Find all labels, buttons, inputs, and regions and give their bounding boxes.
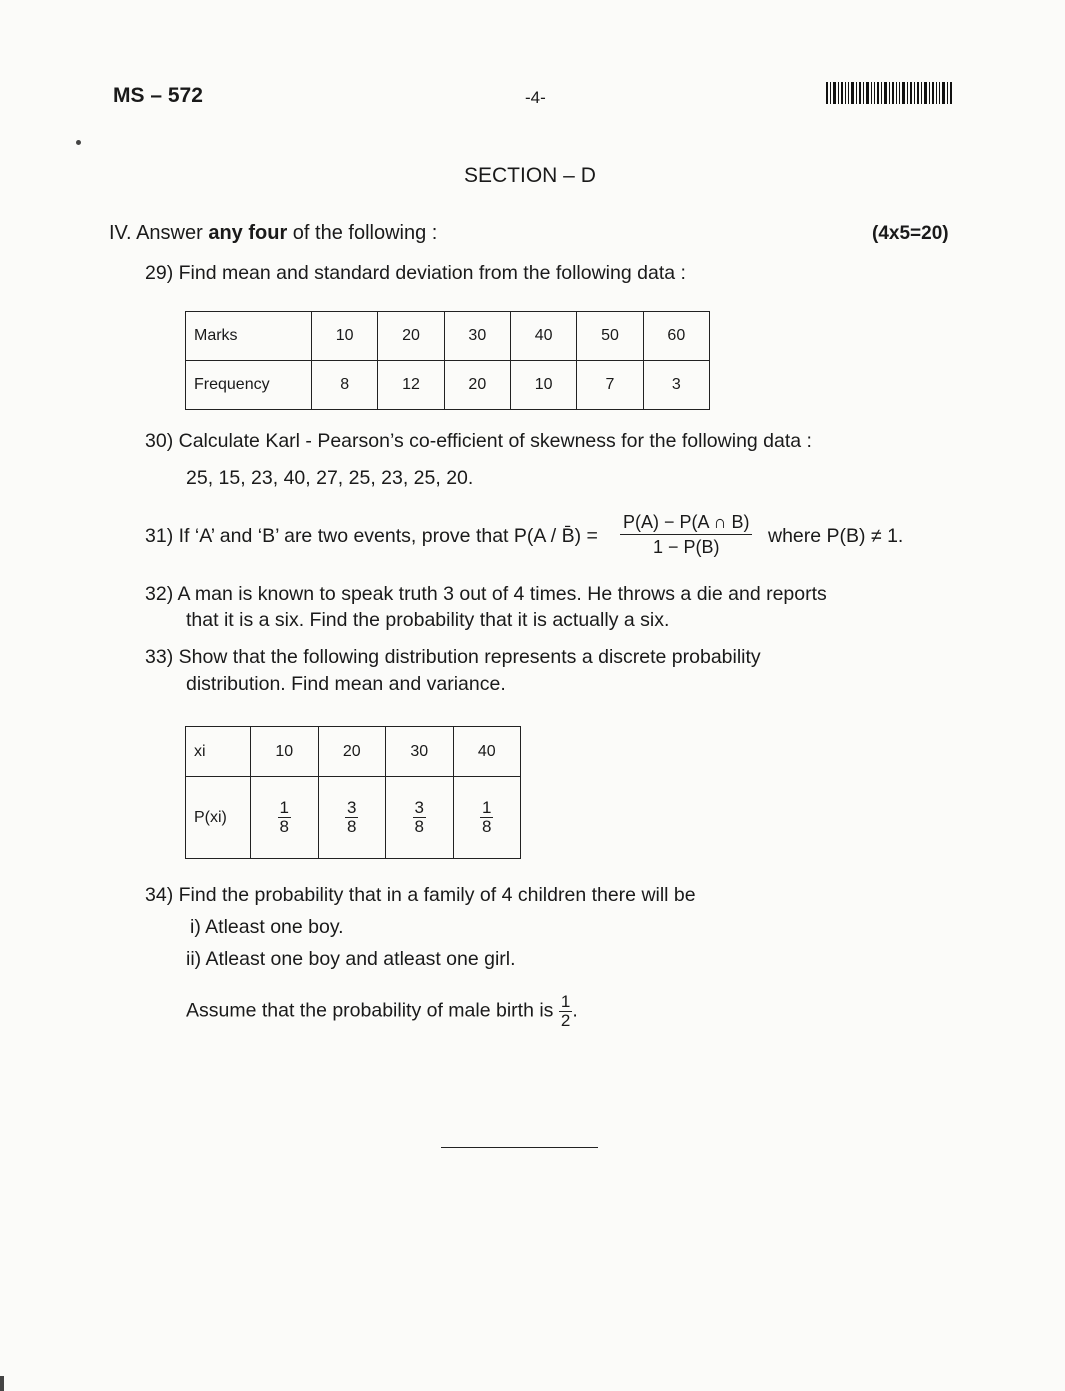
table-cell: 40: [510, 312, 576, 361]
marks-frequency-table: [185, 311, 710, 410]
scan-edge-mark: [0, 1376, 4, 1391]
question-number: 32): [145, 583, 174, 605]
table-cell: 30: [386, 727, 454, 777]
paper-code: MS – 572: [113, 84, 203, 107]
question-32-line2: that it is a six. Find the probability that it is actually a six.: [186, 609, 670, 631]
table-cell: 20: [378, 312, 444, 361]
barcode-icon: [826, 82, 964, 104]
fraction-denominator: 8: [279, 817, 289, 836]
table-cell: 50: [577, 312, 643, 361]
formula-lhs: P(A / B̄) =: [513, 525, 598, 547]
instruction-bold: any four: [208, 222, 288, 244]
formula-condition: where P(B) ≠ 1.: [768, 525, 904, 547]
table-cell: 3: [643, 361, 709, 410]
sub-question-number: ii): [186, 948, 202, 970]
question-text: Find the probability that in a family of 4 children there will be: [178, 884, 696, 906]
fraction-numerator: 3: [414, 798, 424, 817]
sub-question-text: Atleast one boy and atleast one girl.: [205, 948, 516, 970]
fraction: [345, 799, 358, 836]
question-number: 31): [145, 525, 174, 547]
table-cell: 7: [577, 361, 643, 410]
instruction-pre: Answer: [136, 222, 209, 244]
sub-question-number: i): [190, 916, 201, 938]
table-row-header: xi: [186, 727, 251, 777]
formula-denominator: 1 − P(B): [652, 537, 720, 557]
question-number: 34): [145, 884, 174, 906]
question-number: 33): [145, 646, 174, 668]
question-34: [145, 883, 696, 908]
table-cell: 40: [453, 727, 521, 777]
table-cell: 12: [378, 361, 444, 410]
question-text: Calculate Karl - Pearson’s co-efficient of skewness for the following data :: [178, 430, 812, 452]
formula-numerator: P(A) − P(A ∩ B): [620, 512, 752, 535]
table-cell: 10: [251, 727, 319, 777]
table-cell: [251, 777, 319, 859]
fraction-denominator: 8: [414, 817, 424, 836]
sub-question-text: Atleast one boy.: [205, 916, 344, 938]
fraction: [559, 993, 572, 1030]
table-cell: 20: [444, 361, 510, 410]
question-33: [145, 645, 761, 670]
table-row-header: Marks: [186, 312, 312, 361]
table-cell: [386, 777, 454, 859]
table-cell: [453, 777, 521, 859]
fraction-numerator: 3: [347, 798, 357, 817]
fraction: [413, 799, 426, 836]
question-text: If ‘A’ and ‘B’ are two events, prove that: [178, 525, 509, 547]
question-32: [145, 582, 827, 607]
question-30-data: 25, 15, 23, 40, 27, 25, 23, 25, 20.: [186, 467, 474, 489]
question-text: Show that the following distribution represents a discrete probability: [178, 646, 761, 668]
fraction-numerator: 1: [560, 992, 571, 1011]
probability-formula: [620, 512, 752, 558]
marks-allocation: (4x5=20): [872, 223, 949, 244]
table-cell: 10: [510, 361, 576, 410]
sub-question-i: [190, 915, 344, 940]
scan-mark: [76, 140, 81, 145]
fraction: [480, 799, 493, 836]
table-cell: 10: [312, 312, 378, 361]
fraction-denominator: 2: [560, 1011, 571, 1030]
probability-distribution-table: [185, 726, 521, 859]
end-of-page-rule: [441, 1147, 598, 1148]
table-cell: 60: [643, 312, 709, 361]
table-cell: [318, 777, 386, 859]
fraction: [278, 799, 291, 836]
assumption-end: .: [572, 999, 578, 1022]
page-number: -4-: [525, 88, 546, 107]
question-number: 29): [145, 262, 174, 284]
table-cell: 20: [318, 727, 386, 777]
part-number: IV.: [109, 222, 132, 244]
assumption-line: [186, 993, 578, 1030]
question-text: A man is known to speak truth 3 out of 4 times. He throws a die and reports: [177, 583, 827, 605]
table-cell: 30: [444, 312, 510, 361]
question-text: Find mean and standard deviation from the following data :: [178, 262, 686, 284]
fraction-denominator: 8: [482, 817, 492, 836]
question-30: [145, 429, 812, 454]
part-instruction: [109, 222, 437, 245]
table-cell: 8: [312, 361, 378, 410]
fraction-numerator: 1: [279, 798, 289, 817]
instruction-post: of the following :: [287, 222, 438, 244]
fraction-denominator: 8: [347, 817, 357, 836]
table-row-header: Frequency: [186, 361, 312, 410]
fraction-numerator: 1: [482, 798, 492, 817]
sub-question-ii: [186, 947, 516, 972]
question-33-line2: distribution. Find mean and variance.: [186, 673, 506, 695]
question-29: [145, 261, 686, 286]
assumption-text: Assume that the probability of male birth is: [186, 999, 554, 1022]
section-title: SECTION – D: [464, 164, 596, 187]
question-31: [145, 524, 598, 549]
table-row-header: P(xi): [186, 777, 251, 859]
question-number: 30): [145, 430, 174, 452]
